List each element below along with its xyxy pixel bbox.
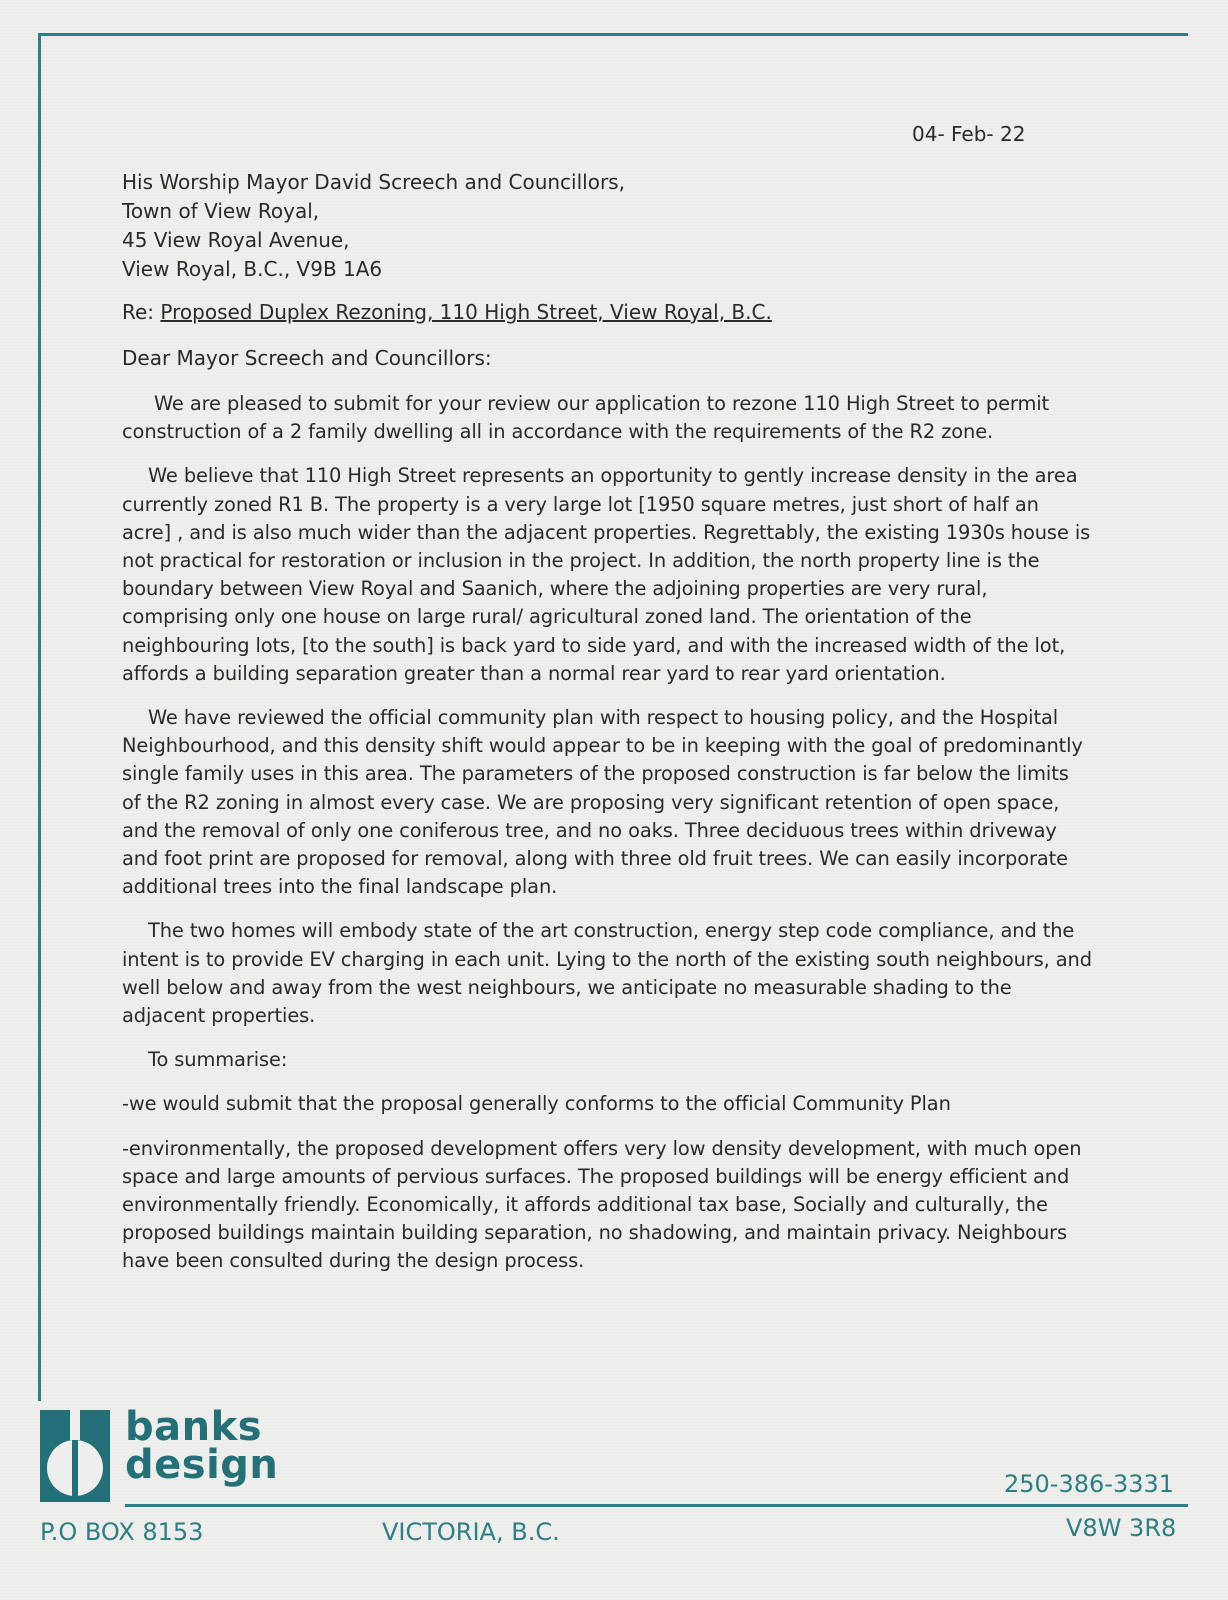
subject-text: Proposed Duplex Rezoning, 110 High Street, View Royal, B.C. — [160, 300, 772, 324]
summary-heading: To summarise: — [148, 1048, 288, 1072]
recipient-line: His Worship Mayor David Screech and Councillors, — [122, 170, 625, 194]
body-paragraph: We believe that 110 High Street represents an opportunity to gently increase density in the area currently zoned R1 B. The property is a very large lot [1950 square metres, just short of half an acre] , and is also much wider than the adjacent properties. Regrettably, the existing 1930s house is not practical for restoration or inclusion in the project. In addition, the north property line is the boundary between View Royal and Saanich, where the adjoining properties are very rural, comprising only one house on large rural/ agricultural zoned land. The orientation of the neighbouring lots, [to the south] is back yard to side yard, and with the increased width of the lot, affords a building separation greater than a normal rear yard to rear yard orientation. — [122, 464, 1091, 685]
footer-city: VICTORIA, B.C. — [382, 1518, 560, 1546]
body-paragraph: The two homes will embody state of the art construction, energy step code compliance, and the intent is to provide EV charging in each unit. Lying to the north of the existing south neighbours, and well below and away from the west neighbours, we anticipate no measurable shading to the adjacent properties. — [122, 919, 1092, 1028]
salutation: Dear Mayor Screech and Councillors: — [122, 346, 492, 370]
letter-body — [122, 390, 1092, 1292]
brand-wordmark — [125, 1404, 279, 1488]
recipient-line: View Royal, B.C., V9B 1A6 — [122, 257, 383, 281]
letterhead-bottom-rule — [125, 1504, 1188, 1507]
recipient-line: 45 View Royal Avenue, — [122, 228, 350, 252]
letterhead-top-rule — [38, 33, 1188, 36]
summary-point: -environmentally, the proposed development offers very low density development, with much open space and large amounts of pervious surfaces. The proposed buildings will be energy efficient and environmentally friendly. Economically, it affords additional tax base, Socially and culturally, the proposed buildings maintain building separation, no shadowing, and maintain privacy. Neighbours have been consulted during the design process. — [122, 1136, 1082, 1273]
recipient-address — [122, 168, 625, 284]
body-paragraph: We have reviewed the official community plan with respect to housing policy, and the Hospital Neighbourhood, and this density shift would appear to be in keeping with the goal of predominantly single family uses in this area. The parameters of the proposed construction is far below the limits of the R2 zoning in almost every case. We are proposing very significant retention of open space, and the removal of only one coniferous tree, and no oaks. Three deciduous trees within driveway and foot print are proposed for removal, along with three old fruit trees. We can easily incorporate additional trees into the final landscape plan. — [122, 706, 1083, 899]
footer-postal-code: V8W 3R8 — [1066, 1514, 1177, 1542]
body-paragraph: We are pleased to submit for your review our application to rezone 110 High Street to permit construction of a 2 family dwelling all in accordance with the requirements of the R2 zone. — [122, 392, 1050, 444]
subject-line — [122, 300, 772, 324]
subject-prefix: Re: — [122, 300, 161, 324]
footer-phone: 250-386-3331 — [1004, 1470, 1175, 1498]
footer-po-box: P.O BOX 8153 — [40, 1518, 204, 1546]
letterhead-left-rule — [38, 33, 41, 1401]
brand-line-banks: banks — [125, 1404, 263, 1450]
banks-design-logo-icon — [40, 1410, 110, 1502]
recipient-line: Town of View Royal, — [122, 199, 320, 223]
summary-point: -we would submit that the proposal generally conforms to the official Community Plan — [122, 1092, 951, 1116]
letter-date: 04- Feb- 22 — [912, 122, 1026, 146]
brand-line-design: design — [125, 1442, 279, 1488]
